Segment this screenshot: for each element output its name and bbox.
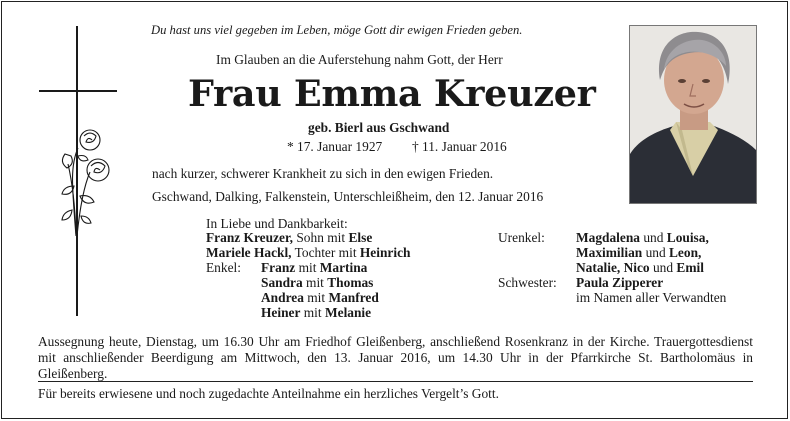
great-grandchild-name: Leon, — [669, 245, 702, 260]
conjunction-text: und — [649, 260, 677, 275]
enkel-row — [261, 290, 379, 306]
obituary-card — [1, 1, 788, 419]
grandchild-name: Heiner — [261, 305, 301, 320]
enkel-row — [261, 305, 371, 321]
motto: Du hast uns viel gegeben im Leben, möge Gott dir ewigen Frieden geben. — [151, 23, 523, 37]
mourners-intro: In Liebe und Dankbarkeit: — [206, 216, 348, 231]
partner-name: Martina — [319, 260, 368, 275]
thanks-text: Für bereits erwiesene und noch zugedachte Anteilnahme ein herzliches Vergelt’s Gott. — [38, 386, 499, 401]
relatives-note: im Namen aller Verwandten — [576, 290, 727, 305]
relation-text: Sohn mit — [293, 230, 349, 245]
great-grandchild-name: Louisa, — [666, 230, 709, 245]
grandchild-name: Sandra — [261, 275, 303, 290]
divider — [38, 381, 753, 382]
intro-line: Im Glauben an die Auferstehung nahm Gott, der Herr — [216, 52, 503, 67]
conjunction-text: und — [639, 230, 667, 245]
conjunction-text: und — [642, 245, 669, 260]
enkel-label: Enkel: — [206, 260, 241, 275]
child-row — [206, 230, 372, 246]
schwester-label: Schwester: — [498, 275, 557, 290]
relation-text: mit — [303, 290, 329, 305]
sister-name: Paula Zipperer — [576, 275, 664, 290]
urenkel-row — [576, 260, 704, 276]
child-name: Franz Kreuzer, — [206, 230, 294, 245]
partner-name: Heinrich — [359, 245, 411, 260]
enkel-row — [261, 275, 373, 291]
great-grandchild-name: Emil — [676, 260, 704, 275]
relation-text: mit — [302, 275, 328, 290]
portrait-photo — [629, 25, 757, 204]
great-grandchild-name: Natalie, Nico — [576, 260, 650, 275]
service-text: Aussegnung heute, Dienstag, um 16.30 Uhr am Friedhof Gleißenberg, anschließend Rosenkranz in der Kirche. Trauergottesdienst mit anschließender Beerdigung am Mittwoch, den 13. Januar 2016, um 14.30 Uhr in der Pfarrkirche St. Bartholomäus in Gleißenberg. — [38, 334, 753, 381]
birth-date: * 17. Januar 1927 — [287, 139, 383, 154]
cross-horizontal-bar — [39, 90, 117, 92]
urenkel-row — [576, 230, 709, 246]
urenkel-row — [576, 245, 701, 261]
deceased-name: Frau Emma Kreuzer — [188, 72, 596, 115]
partner-name: Melanie — [324, 305, 372, 320]
maiden-name: geb. Bierl aus Gschwand — [308, 120, 450, 135]
great-grandchild-name: Magdalena — [576, 230, 640, 245]
partner-name: Thomas — [327, 275, 374, 290]
places-and-date: Gschwand, Dalking, Falkenstein, Unterschleißheim, den 12. Januar 2016 — [152, 189, 544, 204]
grandchild-name: Franz — [261, 260, 296, 275]
partner-name: Manfred — [328, 290, 379, 305]
grandchild-name: Andrea — [261, 290, 304, 305]
roses-icon — [50, 126, 120, 246]
child-row — [206, 245, 410, 261]
death-date: † 11. Januar 2016 — [412, 139, 507, 154]
relation-text: mit — [295, 260, 320, 275]
child-name: Mariele Hackl, — [206, 245, 292, 260]
urenkel-label: Urenkel: — [498, 230, 545, 245]
enkel-row — [261, 260, 367, 276]
great-grandchild-name: Maximilian — [576, 245, 643, 260]
partner-name: Else — [348, 230, 373, 245]
relation-text: mit — [300, 305, 325, 320]
relation-text: Tochter mit — [291, 245, 360, 260]
death-note: nach kurzer, schwerer Krankheit zu sich in den ewigen Frieden. — [152, 166, 494, 181]
